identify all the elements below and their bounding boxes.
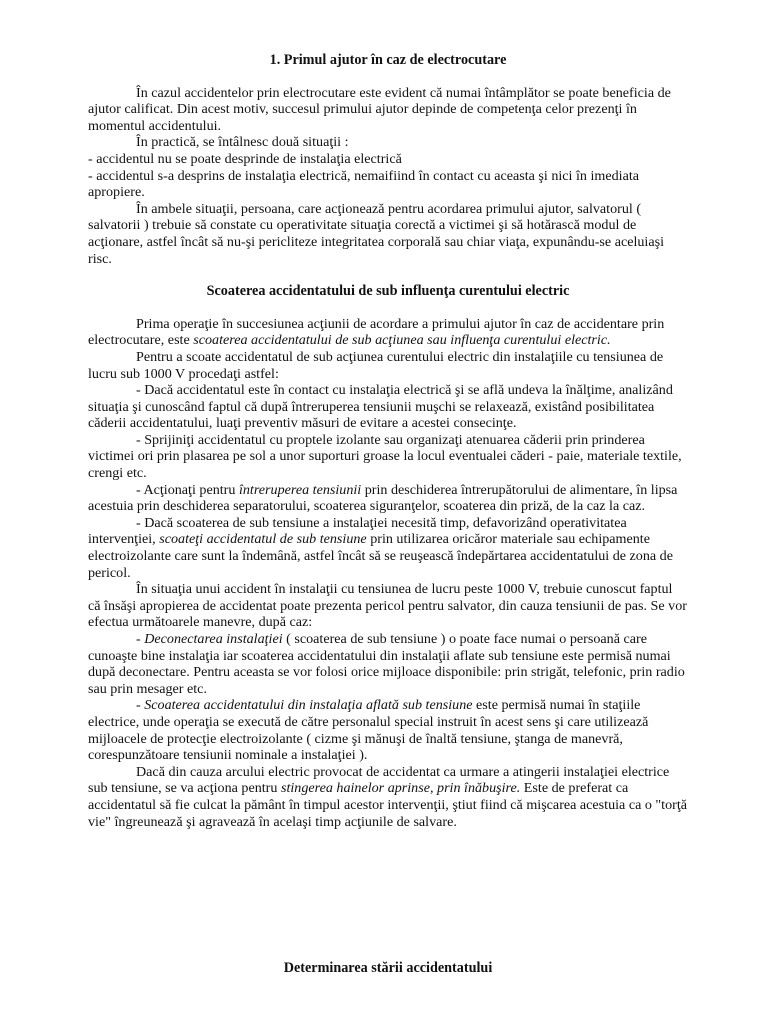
text-run: - Dacă scoaterea de sub tensiune a instalaţiei necesită timp, defavorizând operativitatea intervenţiei, bbox=[88, 514, 627, 548]
paragraph: Pentru a scoate accidentatul de sub acţiunea curentului electric din instalaţiile cu tensiunea de lucru sub 1000 V procedaţi astfel: bbox=[88, 348, 664, 382]
paragraph bbox=[88, 764, 688, 830]
section-title: Scoaterea accidentatului de sub influenţa curentului electric bbox=[206, 283, 570, 300]
paragraph bbox=[88, 631, 688, 697]
paragraph: În situaţia unui accident în instalaţii cu tensiunea de lucru peste 1000 V, trebuie cunoscut faptul că însăşi apropierea de accidentat poate prezenta pericol pentru salvator, din cauza tensiunii de pas. Se vor efectua următoarele manevre, după caz: bbox=[88, 581, 687, 631]
paragraph bbox=[88, 515, 688, 581]
text-run: - Acţionaţi pentru bbox=[136, 481, 239, 498]
paragraph bbox=[88, 482, 688, 515]
list-item: - accidentul s-a desprins de instalaţia electrică, nemaifiind în contact cu aceasta şi nici în imediata apropiere. bbox=[88, 167, 639, 201]
emphasis-text: Scoaterea accidentatului din instalaţia aflată sub tensiune bbox=[144, 697, 473, 714]
text-run: prin deschiderea întrerupătorului de alimentare, în lipsa acestuia prin deschiderea separatorului, scoaterea siguranţelor, scoaterea din priză, de la caz la caz. bbox=[88, 481, 678, 515]
text-run: - bbox=[136, 631, 145, 647]
paragraph: - Dacă accidentatul este în contact cu instalaţia electrică şi se află undeva la înălţime, analizând situaţia şi cunoscând faptul că după întreruperea tensiunii muşchi se relaxează, existând posibilitatea căderii accidentatului, luaţi preventiv măsuri de evitare a acestei consecinţe. bbox=[88, 382, 673, 432]
emphasis-text: scoateţi accidentatul de sub tensiune bbox=[159, 531, 367, 548]
list-item: - accidentul nu se poate desprinde de instalaţia electrică bbox=[88, 150, 402, 167]
document-title: 1. Primul ajutor în caz de electrocutare bbox=[269, 52, 507, 68]
text-run: prin utilizarea oricăror materiale sau echipamente electroizolante care sunt la îndemână, astfel încât să se reuşească îndepărtarea accidentatului de zona de pericol. bbox=[88, 531, 673, 581]
text-run: ( scoaterea de sub tensiune ) o poate face numai o persoană care cunoaşte bine instalaţia iar scoaterea accidentatului din instalaţii aflate sub tensiune este permisă numai după deconectare. Pentru aceasta se vor folosi orice mijloace disponibile: prin strigăt, telefonic, prin radio sau prin mesager etc. bbox=[88, 631, 685, 697]
text-run: Dacă din cauza arcului electric provocat de accidentat ca urmare a atingerii instalaţiei electrice sub tensiune, se va acţiona pentru bbox=[88, 763, 670, 797]
document-body bbox=[88, 52, 688, 830]
text-run: Este de preferat ca accidentatul să fie culcat la pământ în timpul acestor intervenţii, ştiut fiind că mişcarea acestuia ca o "torţă vie" îngreunează şi agravează în acelaşi timp acţiunile de salvare. bbox=[88, 780, 688, 830]
emphasis-text: întreruperea tensiunii bbox=[238, 481, 362, 498]
emphasis-text: scoaterea accidentatului de sub acţiunea sau influenţa curentului electric. bbox=[193, 332, 611, 349]
paragraph: În practică, se întâlnesc două situaţii : bbox=[136, 134, 349, 151]
emphasis-text: Deconectarea instalaţiei bbox=[144, 631, 283, 647]
emphasis-text: stingerea hainelor aprinse, prin înăbuşire. bbox=[280, 780, 521, 797]
paragraph bbox=[88, 316, 688, 349]
section-title: Determinarea stării accidentatului bbox=[283, 960, 493, 976]
text-run: - bbox=[136, 697, 145, 714]
text-run: este permisă numai în staţiile electrice, unde operaţia se execută de către personalul special instruit în acest sens şi care utilizează mijloacele de protecţie electroizolante ( cizme şi mănuşi de înaltă tensiune, ştanga de manevră, corespunzătoare tensiunii nominale a instalaţiei ). bbox=[88, 697, 649, 764]
paragraph: În cazul accidentelor prin electrocutare este evident că numai întâmplător se poate beneficia de ajutor calificat. Din acest motiv, succesul primului ajutor depinde de competenţa celor prezenţi în momentul accidentului. bbox=[88, 84, 671, 134]
paragraph: - Sprijiniţi accidentatul cu proptele izolante sau organizaţi atenuarea căderii prin prinderea victimei ori prin plasarea pe sol a unor suporturi groase la locul eventualei căderi - paie, materiale textile, crengi etc. bbox=[88, 431, 682, 482]
paragraph: În ambele situaţii, persoana, care acţionează pentru acordarea primului ajutor, salvatorul ( salvatorii ) trebuie să constate cu operativitate situaţia corectă a victimei şi să hotărască modul de acţionare, astfel încât să nu-şi pericliteze integritatea corporală sau chiar viaţa, expunându-se aceluiaşi risc. bbox=[88, 200, 664, 267]
text-run: Prima operaţie în succesiunea acţiunii de acordare a primului ajutor în caz de accidentare prin electrocutare, este bbox=[88, 315, 665, 349]
paragraph bbox=[88, 697, 688, 763]
